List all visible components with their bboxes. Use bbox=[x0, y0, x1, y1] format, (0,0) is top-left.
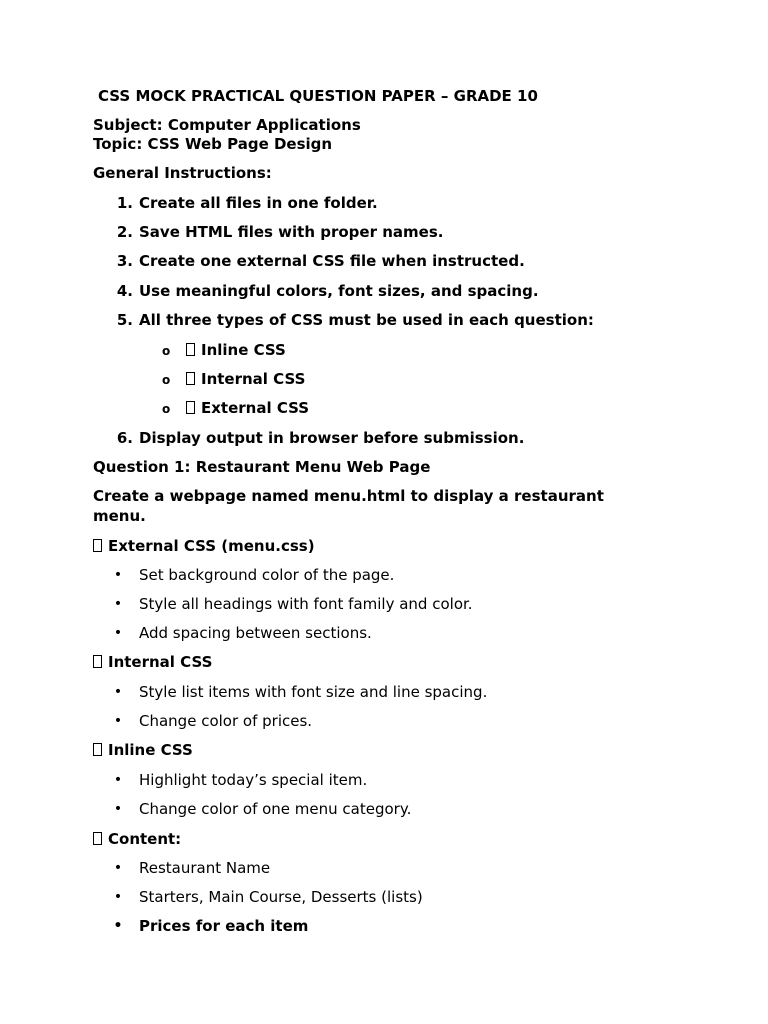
subject-line: Subject: Computer Applications bbox=[93, 116, 361, 134]
instruction-number: 5. bbox=[116, 311, 133, 329]
instruction-number: 2. bbox=[116, 223, 133, 241]
checkbox-glyph-icon bbox=[93, 832, 102, 845]
instruction-number: 3. bbox=[116, 252, 133, 270]
bullet-icon: • bbox=[113, 596, 123, 612]
topic-line: Topic: CSS Web Page Design bbox=[93, 135, 333, 153]
question-text: Create a webpage named menu.html to display a restaurant menu. bbox=[93, 487, 604, 525]
section-heading: External CSS (menu.css) bbox=[108, 537, 315, 555]
instruction-number: 1. bbox=[116, 194, 133, 212]
bullet-icon: • bbox=[113, 772, 123, 788]
checkbox-glyph-icon bbox=[93, 743, 102, 756]
css-type-label: Inline CSS bbox=[201, 341, 286, 359]
checkbox-glyph-icon bbox=[93, 539, 102, 552]
instruction-number: 6. bbox=[116, 429, 133, 447]
page-title: CSS MOCK PRACTICAL QUESTION PAPER – GRADE 10 bbox=[98, 87, 538, 105]
section-heading: Content: bbox=[108, 830, 182, 848]
instruction-text: Create all files in one folder. bbox=[139, 194, 378, 212]
list-item-text: Starters, Main Course, Desserts (lists) bbox=[139, 888, 423, 906]
bullet-icon: • bbox=[113, 889, 123, 905]
list-item-text: Change color of one menu category. bbox=[139, 800, 412, 818]
list-item-text: Highlight today’s special item. bbox=[139, 771, 368, 789]
section-heading: Internal CSS bbox=[108, 653, 213, 671]
checkbox-glyph-icon bbox=[186, 343, 195, 356]
list-item-text: Style all headings with font family and color. bbox=[139, 595, 473, 613]
instruction-text: Create one external CSS file when instructed. bbox=[139, 252, 525, 270]
css-type-label: External CSS bbox=[201, 399, 310, 417]
list-item-text: Set background color of the page. bbox=[139, 566, 395, 584]
bullet-icon: • bbox=[113, 860, 123, 876]
checkbox-glyph-icon bbox=[93, 655, 102, 668]
bullet-icon: • bbox=[113, 801, 123, 817]
instruction-text: Display output in browser before submission. bbox=[139, 429, 525, 447]
bullet-icon: • bbox=[113, 684, 123, 700]
checkbox-glyph-icon bbox=[186, 372, 195, 385]
bullet-icon: • bbox=[113, 625, 123, 641]
list-item-text: Change color of prices. bbox=[139, 712, 313, 730]
circle-bullet-icon: o bbox=[162, 344, 171, 358]
general-instructions-heading: General Instructions: bbox=[93, 164, 272, 182]
instruction-text: All three types of CSS must be used in each question: bbox=[139, 311, 594, 329]
circle-bullet-icon: o bbox=[162, 373, 171, 387]
list-item-text: Restaurant Name bbox=[139, 859, 271, 877]
list-item-text: Add spacing between sections. bbox=[139, 624, 372, 642]
question-heading: Question 1: Restaurant Menu Web Page bbox=[93, 458, 431, 476]
section-heading: Inline CSS bbox=[108, 741, 193, 759]
instruction-text: Use meaningful colors, font sizes, and spacing. bbox=[139, 282, 539, 300]
circle-bullet-icon: o bbox=[162, 402, 171, 416]
list-item-text: Prices for each item bbox=[139, 917, 309, 935]
bullet-icon: • bbox=[113, 713, 123, 729]
instruction-number: 4. bbox=[116, 282, 133, 300]
checkbox-glyph-icon bbox=[186, 401, 195, 414]
list-item-text: Style list items with font size and line spacing. bbox=[139, 683, 488, 701]
bullet-icon: • bbox=[113, 918, 123, 934]
instruction-text: Save HTML files with proper names. bbox=[139, 223, 444, 241]
css-type-label: Internal CSS bbox=[201, 370, 306, 388]
bullet-icon: • bbox=[113, 567, 123, 583]
